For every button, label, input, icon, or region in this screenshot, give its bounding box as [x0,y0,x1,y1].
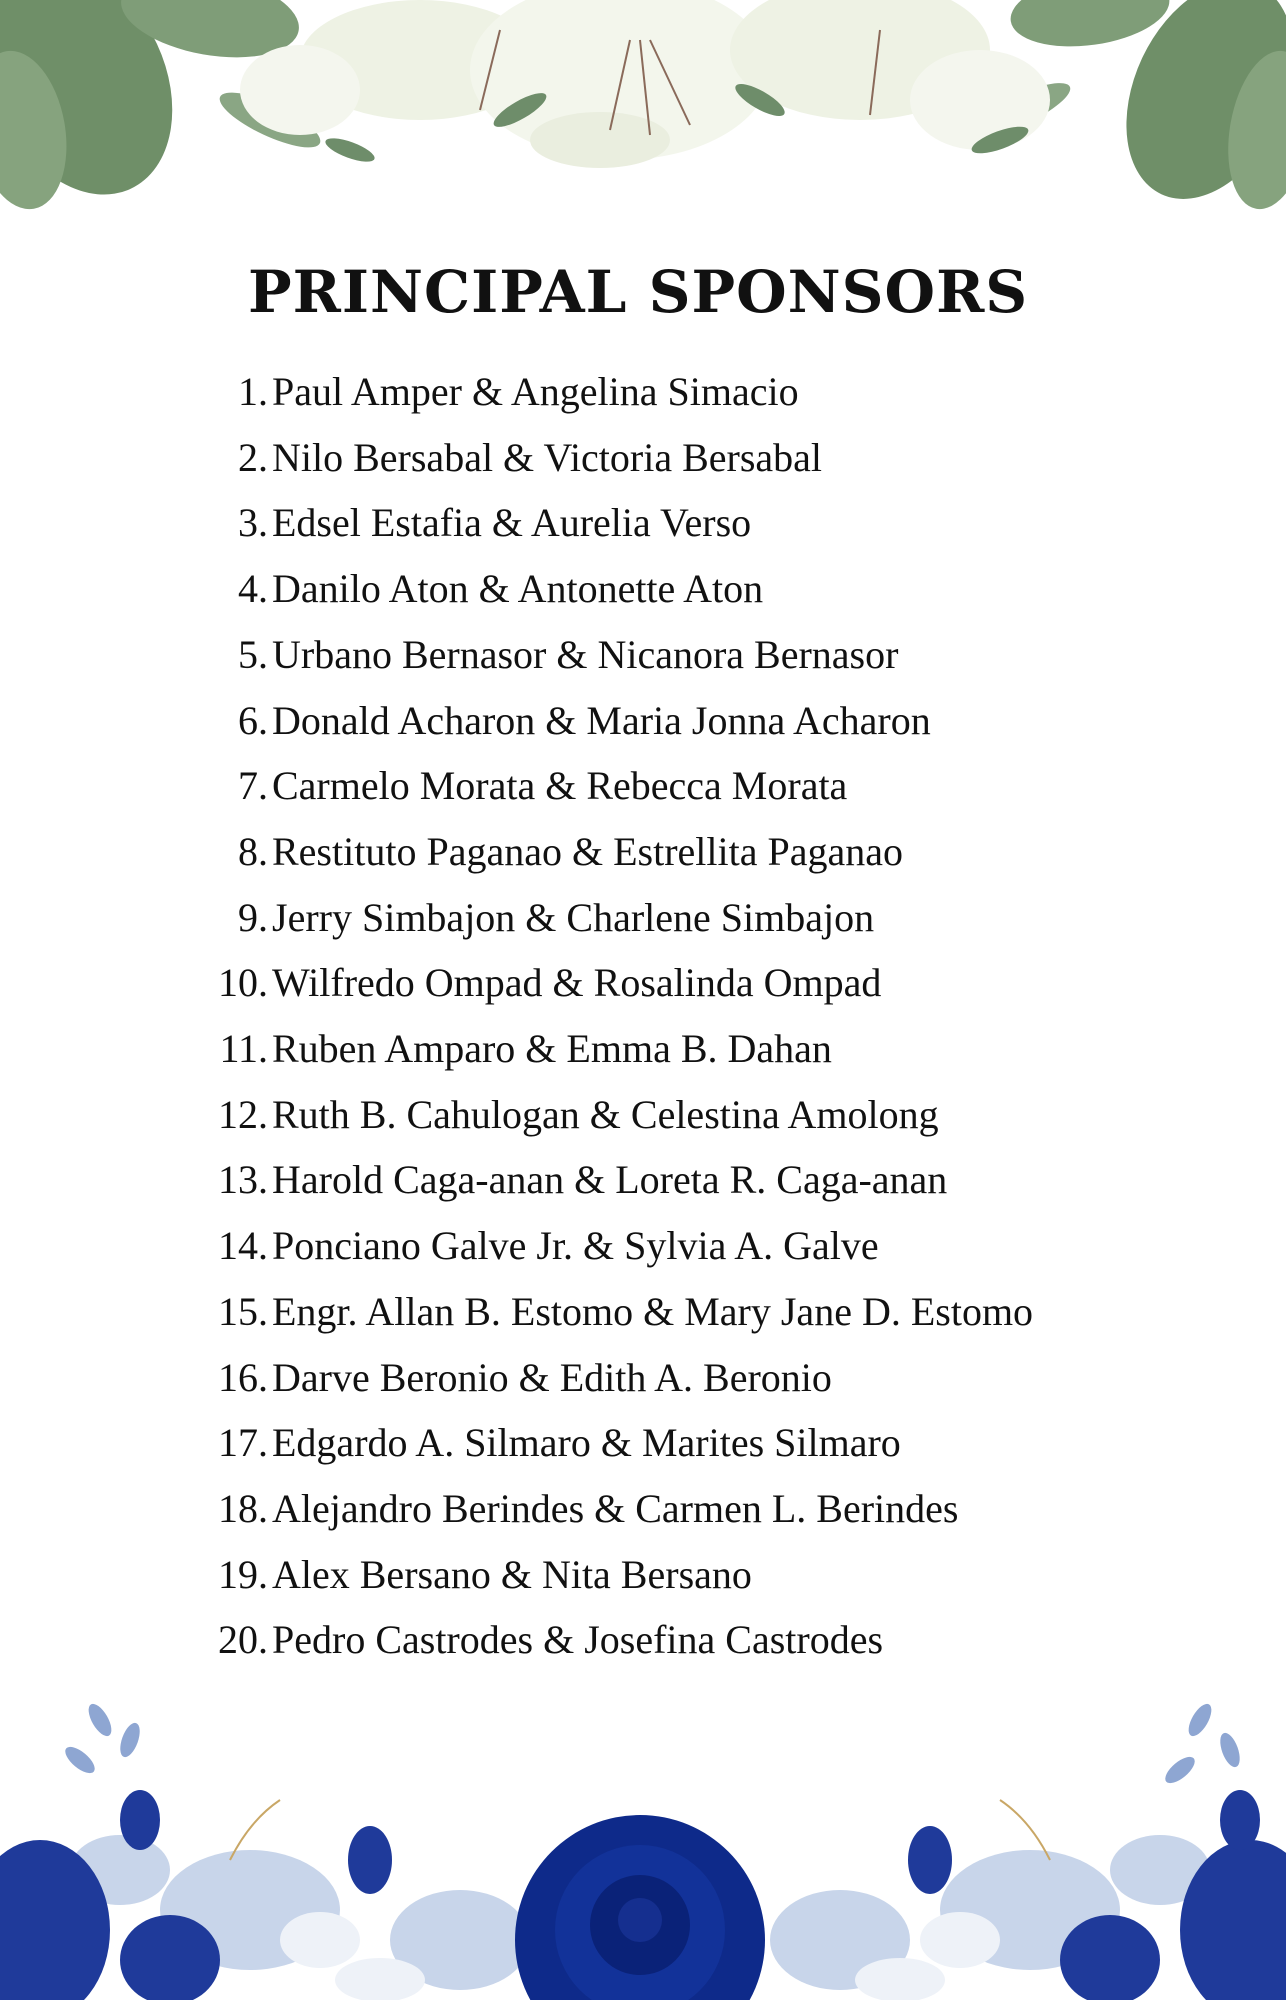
item-number: 7. [238,763,268,809]
list-item [0,1485,1286,1545]
item-number: 2. [238,434,268,480]
sponsor-names: Urbano Bernasor & Nicanora Bernasor [272,631,899,677]
item-number: 16. [218,1354,268,1400]
sponsor-names: Donald Acharon & Maria Jonna Acharon [272,697,931,743]
item-number: 11. [219,1026,268,1071]
sponsor-names: Alex Bersano & Nita Bersano [272,1551,752,1597]
list-item [0,631,1286,691]
list-item [0,1551,1286,1611]
list-item [0,828,1286,888]
list-item [0,959,1286,1019]
sponsor-names: Darve Beronio & Edith A. Beronio [272,1354,832,1400]
sponsor-names: Ruth B. Cahulogan & Celestina Amolong [272,1091,939,1137]
page-title: PRINCIPAL SPONSORS [248,258,1029,326]
sponsor-names: Carmelo Morata & Rebecca Morata [272,763,848,809]
item-number: 1. [238,369,268,414]
list-item [0,368,1286,428]
item-number: 9. [238,894,268,940]
item-number: 13. [218,1157,268,1203]
sponsor-names: Nilo Bersabal & Victoria Bersabal [272,434,823,480]
list-item [0,1616,1286,1676]
item-number: 12. [218,1091,268,1137]
item-number: 8. [238,828,268,874]
list-item [0,1156,1286,1216]
sponsor-names: Pedro Castrodes & Josefina Castrodes [272,1617,884,1663]
sponsor-names: Edsel Estafia & Aurelia Verso [272,500,752,546]
list-item [0,434,1286,494]
sponsor-names: Alejandro Berindes & Carmen L. Berindes [272,1485,959,1531]
bottom-floral-border [0,1680,1286,2000]
list-item [0,762,1286,822]
blue-rose-icon [515,1815,765,2000]
item-number: 6. [238,697,268,743]
list-item [0,894,1286,954]
item-number: 18. [218,1485,268,1531]
sponsor-names: Edgardo A. Silmaro & Marites Silmaro [272,1420,901,1466]
item-number: 14. [218,1223,268,1269]
item-number: 20. [218,1617,268,1663]
list-item [0,1288,1286,1348]
sponsor-names: Restituto Paganao & Estrellita Paganao [272,828,903,874]
list-item [0,1222,1286,1282]
sponsor-names: Paul Amper & Angelina Simacio [272,369,799,414]
list-item [0,1419,1286,1479]
item-number: 17. [218,1420,268,1466]
sponsor-names: Wilfredo Ompad & Rosalinda Ompad [272,960,882,1006]
list-item [0,1354,1286,1414]
item-number: 15. [218,1288,268,1334]
sponsor-names: Danilo Aton & Antonette Aton [272,566,764,612]
item-number: 10. [218,960,268,1006]
sponsor-names: Ruben Amparo & Emma B. Dahan [272,1026,832,1071]
blue-sprigs [61,1700,1244,1787]
top-floral-border [0,0,1286,220]
sponsor-names: Ponciano Galve Jr. & Sylvia A. Galve [272,1223,879,1269]
item-number: 4. [238,566,268,612]
item-number: 3. [238,500,268,546]
sponsor-names: Engr. Allan B. Estomo & Mary Jane D. Estomo [272,1288,1034,1334]
list-item [0,1091,1286,1151]
list-item [0,499,1286,559]
list-item [0,565,1286,625]
item-number: 19. [218,1551,268,1597]
sponsor-names: Harold Caga-anan & Loreta R. Caga-anan [272,1157,948,1203]
list-item [0,697,1286,757]
item-number: 5. [238,631,268,677]
list-item [0,1025,1286,1085]
sponsor-names: Jerry Simbajon & Charlene Simbajon [272,894,875,940]
